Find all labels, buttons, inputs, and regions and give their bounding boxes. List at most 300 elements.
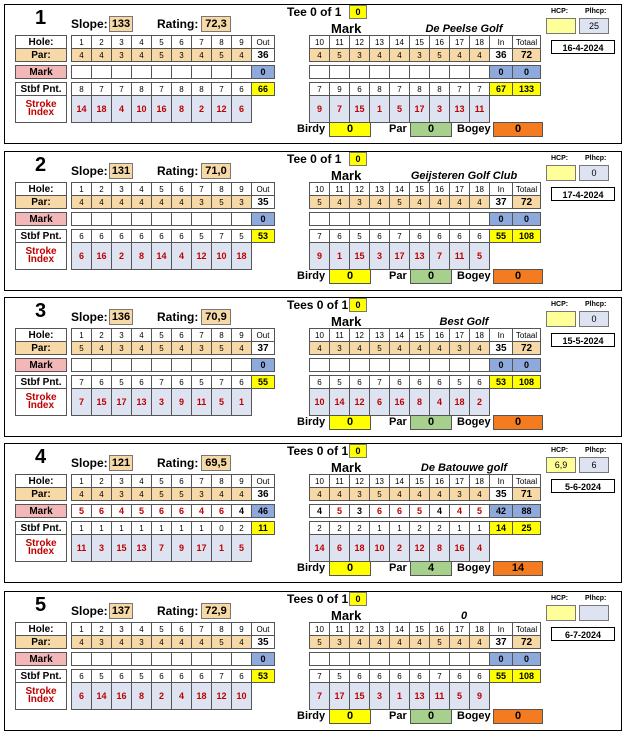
score-input[interactable]: [152, 66, 172, 79]
bogey-label: Bogey: [457, 123, 491, 135]
stbf-cell: 6: [410, 376, 430, 389]
par-cell: 4: [132, 488, 152, 501]
hole-number: 1: [72, 36, 92, 49]
par-sum: 35: [252, 196, 275, 209]
score-input[interactable]: [192, 359, 212, 372]
hole-number: 6: [172, 36, 192, 49]
score-input[interactable]: [310, 653, 330, 666]
front-nine-grid: [71, 474, 275, 562]
score-input[interactable]: [310, 66, 330, 79]
course-name: Best Golf: [439, 316, 489, 328]
stroke-index-cell: 6: [370, 389, 390, 416]
rating-value: 72,3: [201, 16, 231, 32]
par-cell: 4: [72, 196, 92, 209]
score-input[interactable]: [72, 213, 92, 226]
par-sum: 35: [252, 636, 275, 649]
par-cell: 3: [92, 636, 112, 649]
par-cell: 4: [430, 342, 450, 355]
row-label-stroke_index: Stroke Index: [16, 96, 67, 123]
score-input[interactable]: [212, 66, 232, 79]
score-sum: 0: [490, 213, 513, 226]
score-input[interactable]: [410, 66, 430, 79]
stbf-cell: 5: [92, 670, 112, 683]
par-cell: 3: [330, 342, 350, 355]
score-input[interactable]: 4: [192, 505, 212, 518]
stbf-cell: 6: [72, 230, 92, 243]
score-input[interactable]: [232, 66, 252, 79]
stroke-index-cell: 14: [92, 683, 112, 710]
stroke-index-cell: 17: [112, 389, 132, 416]
score-input[interactable]: [330, 213, 350, 226]
stbf-cell: 7: [450, 83, 470, 96]
score-input[interactable]: [112, 213, 132, 226]
stroke-index-cell: 2: [470, 389, 490, 416]
score-input[interactable]: [92, 653, 112, 666]
stbf-cell: 7: [212, 376, 232, 389]
hole-number: 2: [92, 475, 112, 488]
stroke-index-cell: 4: [470, 535, 490, 562]
stroke-index-cell: 7: [430, 243, 450, 270]
stbf-cell: 1: [470, 522, 490, 535]
score-input[interactable]: [450, 359, 470, 372]
stbf-cell: 0: [212, 522, 232, 535]
stbf-cell: 2: [350, 522, 370, 535]
hole-number: 16: [430, 329, 450, 342]
score-input[interactable]: [92, 359, 112, 372]
stbf-total: 108: [513, 376, 541, 389]
front-nine-grid: [71, 622, 275, 710]
score-input[interactable]: [330, 66, 350, 79]
score-input[interactable]: [430, 653, 450, 666]
hcp-label: HCP:: [551, 447, 569, 454]
par-cell: 4: [132, 342, 152, 355]
score-input[interactable]: [330, 359, 350, 372]
score-input[interactable]: [232, 359, 252, 372]
tee-input[interactable]: 0: [349, 5, 367, 19]
hcp-input[interactable]: [546, 605, 576, 621]
stbf-cell: 6: [350, 670, 370, 683]
score-input[interactable]: 4: [450, 505, 470, 518]
birdy-label: Birdy: [297, 123, 326, 135]
stbf-cell: 1: [92, 522, 112, 535]
par-cell: 4: [470, 636, 490, 649]
bogey-count: 0: [493, 709, 543, 724]
par-count: 0: [410, 415, 452, 430]
slope-value: 121: [109, 455, 133, 471]
row-label-par: Par:: [16, 636, 67, 649]
par-cell: 4: [450, 636, 470, 649]
par-cell: 4: [370, 196, 390, 209]
hole-number: 15: [410, 475, 430, 488]
sum-header: Out: [252, 36, 275, 49]
score-input[interactable]: 6: [92, 505, 112, 518]
hcp-input[interactable]: [546, 311, 576, 327]
score-input[interactable]: [390, 653, 410, 666]
hole-number: 18: [470, 183, 490, 196]
row-label-stroke_index: Stroke Index: [16, 535, 67, 562]
hole-number: 11: [330, 623, 350, 636]
stroke-index-cell: 15: [350, 96, 370, 123]
stroke-index-cell: 11: [192, 389, 212, 416]
score-input[interactable]: [132, 213, 152, 226]
stbf-cell: 6: [152, 670, 172, 683]
score-input[interactable]: [192, 213, 212, 226]
sum-header: Out: [252, 623, 275, 636]
hcp-input[interactable]: 6,9: [546, 457, 576, 473]
stroke-index-cell: 2: [112, 243, 132, 270]
stbf-cell: 5: [350, 230, 370, 243]
par-cell: 4: [410, 636, 430, 649]
score-input[interactable]: [72, 359, 92, 372]
stbf-cell: 7: [112, 83, 132, 96]
stbf-sum: 11: [252, 522, 275, 535]
hole-number: 1: [72, 183, 92, 196]
par-cell: 5: [172, 488, 192, 501]
hcp-label: HCP:: [551, 155, 569, 162]
stbf-cell: 6: [310, 376, 330, 389]
score-input[interactable]: [112, 653, 132, 666]
stroke-index-cell: 18: [232, 243, 252, 270]
score-input[interactable]: [212, 213, 232, 226]
sum-header: Out: [252, 183, 275, 196]
stbf-cell: 7: [212, 230, 232, 243]
score-input[interactable]: [92, 213, 112, 226]
stroke-index-cell: 12: [192, 243, 212, 270]
par-cell: 4: [232, 49, 252, 62]
hole-number: 16: [430, 36, 450, 49]
stroke-index-cell: 13: [410, 683, 430, 710]
par-cell: 5: [310, 196, 330, 209]
hole-number: 8: [212, 475, 232, 488]
score-input[interactable]: [152, 213, 172, 226]
stbf-cell: 6: [172, 376, 192, 389]
plhcp-label: Plhcp:: [585, 301, 607, 308]
total-header: Totaal: [513, 623, 541, 636]
card-number: 1: [35, 7, 47, 29]
slope-value: 133: [109, 16, 133, 32]
score-input[interactable]: [430, 359, 450, 372]
par-cell: 4: [92, 342, 112, 355]
scorecard: [4, 443, 622, 583]
hole-number: 4: [132, 183, 152, 196]
course-name: Geijsteren Golf Club: [410, 170, 518, 182]
score-input[interactable]: [350, 213, 370, 226]
score-input[interactable]: [370, 653, 390, 666]
par-cell: 5: [370, 342, 390, 355]
hole-number: 18: [470, 36, 490, 49]
hole-number: 16: [430, 475, 450, 488]
score-input[interactable]: 4: [430, 505, 450, 518]
score-input[interactable]: [310, 359, 330, 372]
row-label-stroke_index: Stroke Index: [16, 243, 67, 270]
score-input[interactable]: [112, 66, 132, 79]
stroke-index-cell: 11: [72, 535, 92, 562]
sum-header: In: [490, 623, 513, 636]
stbf-cell: 6: [172, 670, 192, 683]
row-label-par: Par:: [16, 196, 67, 209]
score-input[interactable]: [370, 66, 390, 79]
card-number: 3: [35, 300, 47, 322]
par-total: 72: [513, 49, 541, 62]
score-input[interactable]: [132, 359, 152, 372]
hole-number: 1: [72, 329, 92, 342]
tee-label: Tee 0 of 1: [287, 152, 342, 166]
score-input[interactable]: [232, 213, 252, 226]
score-input[interactable]: [430, 213, 450, 226]
score-input[interactable]: [212, 653, 232, 666]
score-input[interactable]: [132, 66, 152, 79]
hcp-input[interactable]: [546, 165, 576, 181]
row-label-hole: Hole:: [16, 475, 67, 488]
score-input[interactable]: [470, 653, 490, 666]
score-input[interactable]: 5: [132, 505, 152, 518]
tee-input[interactable]: 0: [349, 444, 367, 458]
score-sum: 46: [252, 505, 275, 518]
score-input[interactable]: [172, 359, 192, 372]
score-input[interactable]: [390, 213, 410, 226]
stroke-index-cell: 8: [430, 535, 450, 562]
score-input[interactable]: [132, 653, 152, 666]
stroke-index-cell: 5: [470, 243, 490, 270]
score-input[interactable]: [410, 359, 430, 372]
back-nine-grid: [309, 622, 541, 710]
round-date: 6-7-2024: [551, 627, 615, 641]
par-count-label: Par: [389, 710, 407, 722]
score-input[interactable]: 6: [370, 505, 390, 518]
stbf-cell: 7: [310, 230, 330, 243]
score-input[interactable]: [390, 359, 410, 372]
plhcp-label: Plhcp:: [585, 155, 607, 162]
stbf-cell: 7: [212, 83, 232, 96]
score-input[interactable]: [470, 213, 490, 226]
score-input[interactable]: [112, 359, 132, 372]
score-input[interactable]: [72, 653, 92, 666]
hole-number: 12: [350, 36, 370, 49]
bogey-label: Bogey: [457, 562, 491, 574]
score-input[interactable]: [450, 653, 470, 666]
score-input[interactable]: [390, 66, 410, 79]
birdy-label: Birdy: [297, 416, 326, 428]
par-cell: 4: [212, 488, 232, 501]
score-input[interactable]: [310, 213, 330, 226]
par-count-label: Par: [389, 562, 407, 574]
par-cell: 4: [330, 196, 350, 209]
stbf-cell: 5: [232, 230, 252, 243]
tee-input[interactable]: 0: [349, 592, 367, 606]
stroke-index-cell: 12: [410, 535, 430, 562]
stbf-sum: 14: [490, 522, 513, 535]
hole-number: 3: [112, 36, 132, 49]
par-cell: 3: [232, 196, 252, 209]
score-input[interactable]: [370, 359, 390, 372]
stbf-cell: 6: [172, 230, 192, 243]
score-input[interactable]: 6: [172, 505, 192, 518]
par-sum: 36: [252, 49, 275, 62]
plhcp-label: Plhcp:: [585, 447, 607, 454]
rating-label: Rating:: [157, 164, 199, 178]
stbf-cell: 7: [390, 83, 410, 96]
total-header: Totaal: [513, 36, 541, 49]
stbf-cell: 7: [152, 83, 172, 96]
score-input[interactable]: [470, 66, 490, 79]
score-input[interactable]: 4: [112, 505, 132, 518]
score-input[interactable]: [410, 213, 430, 226]
score-input[interactable]: [450, 213, 470, 226]
score-input[interactable]: 3: [350, 505, 370, 518]
par-cell: 5: [72, 342, 92, 355]
stroke-index-cell: 11: [430, 683, 450, 710]
stroke-index-cell: 17: [410, 96, 430, 123]
player-name: Mark: [331, 460, 362, 475]
bogey-label: Bogey: [457, 710, 491, 722]
score-input[interactable]: [410, 653, 430, 666]
score-input[interactable]: [172, 653, 192, 666]
hole-number: 2: [92, 623, 112, 636]
par-total: 72: [513, 636, 541, 649]
par-cell: 5: [152, 342, 172, 355]
stbf-cell: 1: [172, 522, 192, 535]
hole-number: 18: [470, 475, 490, 488]
stbf-cell: 6: [350, 376, 370, 389]
stroke-index-cell: 13: [450, 96, 470, 123]
score-input[interactable]: 5: [410, 505, 430, 518]
hole-number: 10: [310, 623, 330, 636]
stbf-cell: 8: [132, 83, 152, 96]
stroke-index-cell: 15: [350, 243, 370, 270]
score-input[interactable]: [350, 66, 370, 79]
hole-number: 17: [450, 623, 470, 636]
stbf-cell: 6: [390, 670, 410, 683]
hole-number: 1: [72, 475, 92, 488]
stbf-cell: 6: [390, 376, 410, 389]
score-input[interactable]: 5: [470, 505, 490, 518]
hcp-input[interactable]: [546, 18, 576, 34]
par-cell: 4: [390, 49, 410, 62]
score-input[interactable]: [192, 653, 212, 666]
row-labels: [15, 474, 67, 562]
score-input[interactable]: 4: [310, 505, 330, 518]
stroke-index-cell: 9: [310, 96, 330, 123]
row-labels: [15, 182, 67, 270]
score-input[interactable]: [450, 66, 470, 79]
par-cell: 4: [152, 636, 172, 649]
bogey-label: Bogey: [457, 416, 491, 428]
score-sum: 42: [490, 505, 513, 518]
hole-number: 10: [310, 475, 330, 488]
score-input[interactable]: [172, 213, 192, 226]
hole-number: 4: [132, 36, 152, 49]
par-cell: 4: [232, 342, 252, 355]
row-label-par: Par:: [16, 342, 67, 355]
par-cell: 3: [350, 196, 370, 209]
par-cell: 4: [172, 342, 192, 355]
back-nine-grid: [309, 474, 541, 562]
score-input[interactable]: 6: [212, 505, 232, 518]
stroke-index-cell: 4: [172, 683, 192, 710]
stroke-index-cell: 5: [232, 535, 252, 562]
birdy-count: 0: [329, 415, 371, 430]
stbf-total: 108: [513, 670, 541, 683]
stbf-cell: 7: [92, 83, 112, 96]
score-input[interactable]: [350, 359, 370, 372]
par-total: 72: [513, 342, 541, 355]
par-cell: 4: [232, 636, 252, 649]
score-input[interactable]: [72, 66, 92, 79]
stroke-index-cell: 7: [72, 389, 92, 416]
par-cell: 4: [350, 636, 370, 649]
score-input[interactable]: [152, 359, 172, 372]
stbf-cell: 8: [370, 83, 390, 96]
par-total: 72: [513, 196, 541, 209]
score-input[interactable]: [350, 653, 370, 666]
stroke-index-cell: 10: [212, 243, 232, 270]
stbf-sum: 53: [490, 376, 513, 389]
score-input[interactable]: [212, 359, 232, 372]
hole-number: 6: [172, 475, 192, 488]
hole-number: 14: [390, 623, 410, 636]
bogey-count: 0: [493, 122, 543, 137]
hole-number: 4: [132, 623, 152, 636]
row-label-stbf: Stbf Pnt.: [16, 522, 67, 535]
score-total: 0: [513, 213, 541, 226]
hole-number: 17: [450, 183, 470, 196]
par-cell: 4: [72, 49, 92, 62]
score-input[interactable]: [92, 66, 112, 79]
score-input[interactable]: [232, 653, 252, 666]
stroke-index-cell: 8: [410, 389, 430, 416]
stbf-sum: 67: [490, 83, 513, 96]
par-cell: 5: [212, 342, 232, 355]
par-cell: 4: [72, 636, 92, 649]
hole-number: 16: [430, 623, 450, 636]
rating-label: Rating:: [157, 604, 199, 618]
stbf-total: 133: [513, 83, 541, 96]
front-nine-grid: [71, 35, 275, 123]
front-nine-grid: [71, 328, 275, 416]
score-input[interactable]: 6: [390, 505, 410, 518]
row-label-hole: Hole:: [16, 329, 67, 342]
hole-number: 18: [470, 329, 490, 342]
score-input[interactable]: [330, 653, 350, 666]
row-label-mark: Mark: [16, 66, 67, 79]
scorecard: [4, 297, 622, 437]
par-cell: 5: [212, 49, 232, 62]
par-cell: 4: [310, 488, 330, 501]
tee-input[interactable]: 0: [349, 298, 367, 312]
score-input[interactable]: 5: [72, 505, 92, 518]
score-input[interactable]: [430, 66, 450, 79]
hole-number: 14: [390, 329, 410, 342]
score-input[interactable]: [172, 66, 192, 79]
score-input[interactable]: [152, 653, 172, 666]
par-cell: 3: [330, 636, 350, 649]
stbf-cell: 6: [232, 670, 252, 683]
tee-input[interactable]: 0: [349, 152, 367, 166]
score-input[interactable]: [370, 213, 390, 226]
stbf-cell: 6: [370, 670, 390, 683]
stroke-index-cell: 4: [430, 389, 450, 416]
score-total: 0: [513, 66, 541, 79]
score-input[interactable]: 6: [152, 505, 172, 518]
score-input[interactable]: 4: [232, 505, 252, 518]
stbf-cell: 6: [470, 376, 490, 389]
score-input[interactable]: 5: [330, 505, 350, 518]
score-input[interactable]: [192, 66, 212, 79]
par-cell: 3: [112, 342, 132, 355]
stbf-cell: 6: [450, 670, 470, 683]
score-input[interactable]: [470, 359, 490, 372]
stroke-index-cell: 14: [330, 389, 350, 416]
